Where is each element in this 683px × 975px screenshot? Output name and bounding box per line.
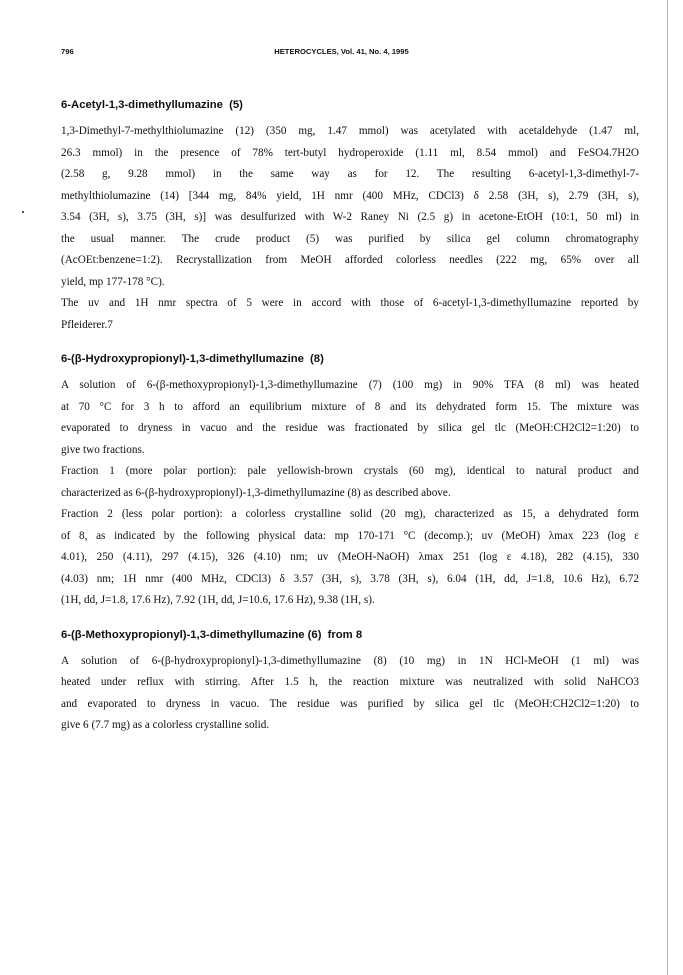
paragraph	[61, 504, 639, 612]
text-line: give 6 (7.7 mg) as a colorless crystalline solid.	[61, 719, 270, 731]
text-line: 26.3 mmol) in the presence of 78% tert-butyl hydroperoxide (1.11 ml, 8.54 mmol) and FeSO4.7H2O	[61, 146, 639, 159]
margin-mark	[22, 211, 24, 213]
heading-title: 6-(β-Hydroxypropionyl)-1,3-dimethyllumazine	[61, 353, 304, 365]
text-line: 4.01), 250 (4.11), 297 (4.15), 326 (4.10) nm; uv (MeOH-NaOH) λmax 251 (log ε 4.18), 282 (4.15), 330	[61, 551, 639, 563]
paragraph	[61, 375, 639, 461]
paragraph	[61, 461, 639, 504]
section-heading	[61, 352, 639, 366]
section-heading	[61, 628, 639, 642]
section-acetyl-lumazine	[61, 98, 639, 336]
text-line: characterized as 6-(β-hydroxypropionyl)-1,3-dimethyllumazine (8) as described above.	[61, 486, 451, 499]
text-line: and evaporated to dryness in vacuo. The residue was purified by silica gel tlc (MeOH:CH2Cl2=1:20) to	[61, 697, 639, 710]
text-line: (4.03) nm; 1H nmr (400 MHz, CDCl3) δ 3.57 (3H, s), 3.78 (3H, s), 6.04 (1H, dd, J=1.8, 10.6 Hz), 6.72	[61, 572, 639, 585]
section-heading	[61, 98, 639, 112]
text-line: Fraction 1 (more polar portion): pale yellowish-brown crystals (60 mg), identical to natural product and	[61, 465, 639, 477]
text-line: 1,3-Dimethyl-7-methylthiolumazine (12) (350 mg, 1.47 mmol) was acetylated with acetaldehyde (1.47 ml,	[61, 125, 639, 137]
heading-label: (5)	[229, 99, 243, 111]
page-edge-line	[667, 0, 668, 975]
text-line: methylthiolumazine (14) [344 mg, 84% yield, 1H nmr (400 MHz, CDCl3) δ 2.58 (3H, s), 2.79 (3H, s),	[61, 189, 639, 202]
journal-citation: HETEROCYCLES, Vol. 41, No. 4, 1995	[274, 47, 409, 56]
paragraph	[61, 293, 639, 336]
heading-label: (8)	[310, 353, 324, 365]
text-line: A solution of 6-(β-methoxypropionyl)-1,3-dimethyllumazine (7) (100 mg) in 90% TFA (8 ml) was heated	[61, 379, 639, 391]
text-line: yield, mp 177-178 °C).	[61, 275, 165, 288]
section-methoxypropionyl-lumazine	[61, 628, 639, 737]
text-line: the usual manner. The crude product (5) was purified by silica gel column chromatography	[61, 232, 639, 245]
text-line: heated under reflux with stirring. After 1.5 h, the reaction mixture was neutralized with solid NaHCO3	[61, 676, 639, 688]
heading-title: 6-Acetyl-1,3-dimethyllumazine	[61, 99, 223, 111]
text-line: 3.54 (3H, s), 3.75 (3H, s)] was desulfurized with W-2 Raney Ni (2.5 g) in acetone-EtOH (10:1, 50 ml) in	[61, 211, 639, 223]
paragraph	[61, 651, 639, 737]
paragraph	[61, 121, 639, 293]
text-line: The uv and 1H nmr spectra of 5 were in accord with those of 6-acetyl-1,3-dimethyllumazine reported by	[61, 297, 639, 309]
text-line: Fraction 2 (less polar portion): a colorless crystalline solid (20 mg), characterized as 15, a dehydrated form	[61, 508, 639, 520]
page-number: 796	[61, 47, 74, 56]
running-header	[0, 47, 683, 63]
article-body	[61, 98, 639, 753]
text-line: at 70 °C for 3 h to afford an equilibrium mixture of 8 and its dehydrated form 15. The mixture was	[61, 400, 639, 413]
text-line: (1H, dd, J=1.8, 17.6 Hz), 7.92 (1H, dd, J=10.6, 17.6 Hz), 9.38 (1H, s).	[61, 594, 375, 606]
heading-label: from 8	[327, 628, 363, 641]
text-line: evaporated to dryness in vacuo and the residue was fractionated by silica gel tlc (MeOH:CH2Cl2=1:20) to	[61, 422, 639, 434]
text-line: A solution of 6-(β-hydroxypropionyl)-1,3-dimethyllumazine (8) (10 mg) in 1N HCl-MeOH (1 ml) was	[61, 654, 639, 667]
text-line: (2.58 g, 9.28 mmol) in the same way as for 12. The resulting 6-acetyl-1,3-dimethyl-7-	[61, 168, 639, 180]
text-line: Pfleiderer.7	[61, 318, 113, 331]
text-line: (AcOEt:benzene=1:2). Recrystallization from MeOH afforded colorless needles (222 mg, 65% over all	[61, 254, 639, 266]
section-hydroxypropionyl-lumazine	[61, 352, 639, 612]
text-line: give two fractions.	[61, 443, 145, 456]
text-line: of 8, as indicated by the following physical data: mp 170-171 °C (decomp.); uv (MeOH) λmax 223 (log ε	[61, 529, 639, 542]
heading-title: 6-(β-Methoxypropionyl)-1,3-dimethyllumazine (6)	[61, 628, 322, 641]
